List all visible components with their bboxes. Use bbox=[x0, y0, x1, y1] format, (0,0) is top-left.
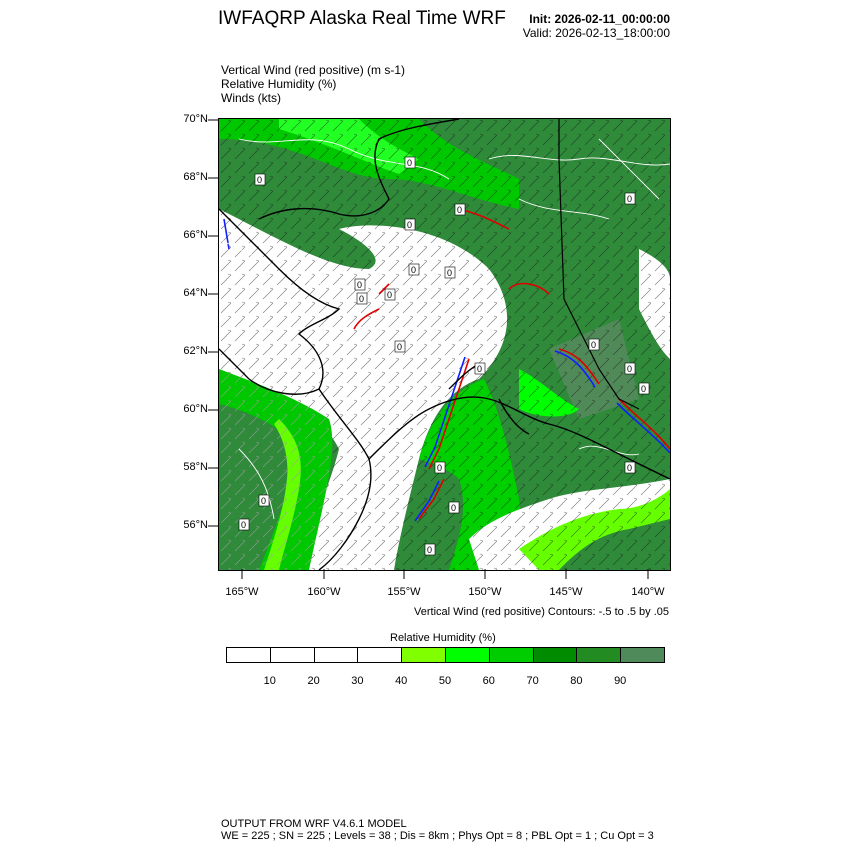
contour-label bbox=[259, 495, 269, 506]
contour-label bbox=[355, 279, 365, 290]
contour-label bbox=[425, 544, 435, 555]
contour-label bbox=[395, 341, 405, 352]
colorbar-label: 10 bbox=[263, 675, 276, 687]
colorbar-swatch bbox=[445, 647, 490, 663]
colorbar-label: 70 bbox=[526, 675, 539, 687]
lon-ticks bbox=[218, 569, 672, 583]
svg-text:0: 0 bbox=[257, 175, 263, 185]
svg-text:0: 0 bbox=[411, 265, 417, 275]
contour-label bbox=[255, 174, 265, 185]
contour-label bbox=[475, 363, 485, 374]
contour-label bbox=[409, 264, 419, 275]
lat-label: 66°N bbox=[183, 229, 208, 241]
contour-label bbox=[385, 289, 395, 300]
colorbar-title: Relative Humidity (%) bbox=[390, 632, 496, 644]
colorbar-label: 30 bbox=[351, 675, 364, 687]
svg-text:0: 0 bbox=[407, 220, 413, 230]
map-title: IWFAQRP Alaska Real Time WRF bbox=[218, 8, 506, 29]
contour-note: Vertical Wind (red positive) Contours: -.5 to .5 by .05 bbox=[414, 606, 669, 618]
lat-label: 70°N bbox=[183, 113, 208, 125]
colorbar-label: 80 bbox=[570, 675, 583, 687]
lon-label: 140°W bbox=[631, 586, 665, 598]
lat-label: 58°N bbox=[183, 461, 208, 473]
svg-text:0: 0 bbox=[357, 280, 363, 290]
svg-text:0: 0 bbox=[261, 496, 267, 506]
contour-label bbox=[435, 462, 445, 473]
colorbar-label: 60 bbox=[482, 675, 495, 687]
lon-label: 150°W bbox=[468, 586, 502, 598]
lon-label: 165°W bbox=[225, 586, 259, 598]
field-relative-humidity: Relative Humidity (%) bbox=[221, 77, 337, 91]
svg-text:0: 0 bbox=[457, 205, 463, 215]
svg-text:0: 0 bbox=[451, 503, 457, 513]
lat-ticks bbox=[206, 112, 220, 582]
svg-text:0: 0 bbox=[447, 268, 453, 278]
contour-label bbox=[405, 157, 415, 168]
colorbar-swatch bbox=[620, 647, 665, 663]
lat-label: 64°N bbox=[183, 287, 208, 299]
contour-label bbox=[639, 383, 649, 394]
colorbar-swatch bbox=[401, 647, 446, 663]
svg-text:0: 0 bbox=[407, 158, 413, 168]
init-time: Init: 2026-02-11_00:00:00 bbox=[529, 12, 670, 26]
svg-text:0: 0 bbox=[437, 463, 443, 473]
valid-time: Valid: 2026-02-13_18:00:00 bbox=[522, 26, 670, 40]
contour-label bbox=[625, 193, 635, 204]
contour-label bbox=[449, 502, 459, 513]
svg-text:0: 0 bbox=[359, 294, 365, 304]
colorbar-label: 20 bbox=[307, 675, 320, 687]
map-panel bbox=[218, 118, 671, 571]
contour-label bbox=[589, 339, 599, 350]
svg-text:0: 0 bbox=[477, 364, 483, 374]
svg-text:0: 0 bbox=[241, 520, 247, 530]
contour-label bbox=[625, 363, 635, 374]
svg-text:0: 0 bbox=[641, 384, 647, 394]
field-winds: Winds (kts) bbox=[221, 91, 281, 105]
colorbar-swatch bbox=[576, 647, 621, 663]
lon-label: 160°W bbox=[307, 586, 341, 598]
contour-label bbox=[445, 267, 455, 278]
svg-text:0: 0 bbox=[627, 194, 633, 204]
contour-label bbox=[625, 462, 635, 473]
map-canvas bbox=[219, 119, 670, 570]
lat-label: 68°N bbox=[183, 171, 208, 183]
colorbar-swatch bbox=[489, 647, 534, 663]
field-vertical-wind: Vertical Wind (red positive) (m s-1) bbox=[221, 63, 406, 77]
lat-label: 62°N bbox=[183, 345, 208, 357]
contour-label bbox=[405, 219, 415, 230]
colorbar-swatch bbox=[533, 647, 578, 663]
svg-text:0: 0 bbox=[397, 342, 403, 352]
footer-model: OUTPUT FROM WRF V4.6.1 MODEL bbox=[221, 818, 407, 830]
svg-text:0: 0 bbox=[591, 340, 597, 350]
lat-label: 56°N bbox=[183, 519, 208, 531]
colorbar-label: 50 bbox=[438, 675, 452, 687]
colorbar-swatch bbox=[314, 647, 359, 663]
footer-config: WE = 225 ; SN = 225 ; Levels = 38 ; Dis = 8km ; Phys Opt = 8 ; PBL Opt = 1 ; Cu Opt = 3 bbox=[221, 830, 654, 842]
lon-label: 145°W bbox=[549, 586, 583, 598]
lon-label: 155°W bbox=[387, 586, 421, 598]
colorbar-swatch bbox=[226, 647, 271, 663]
colorbar-label: 90 bbox=[614, 675, 627, 687]
lat-label: 60°N bbox=[183, 403, 208, 415]
colorbar-swatch bbox=[270, 647, 315, 663]
colorbar-swatch bbox=[357, 647, 402, 663]
svg-text:0: 0 bbox=[427, 545, 433, 555]
svg-text:0: 0 bbox=[627, 364, 633, 374]
contour-label bbox=[357, 293, 367, 304]
svg-text:0: 0 bbox=[627, 463, 633, 473]
contour-label bbox=[239, 519, 249, 530]
contour-label bbox=[455, 204, 465, 215]
colorbar-label: 40 bbox=[395, 675, 408, 687]
svg-text:0: 0 bbox=[387, 290, 393, 300]
